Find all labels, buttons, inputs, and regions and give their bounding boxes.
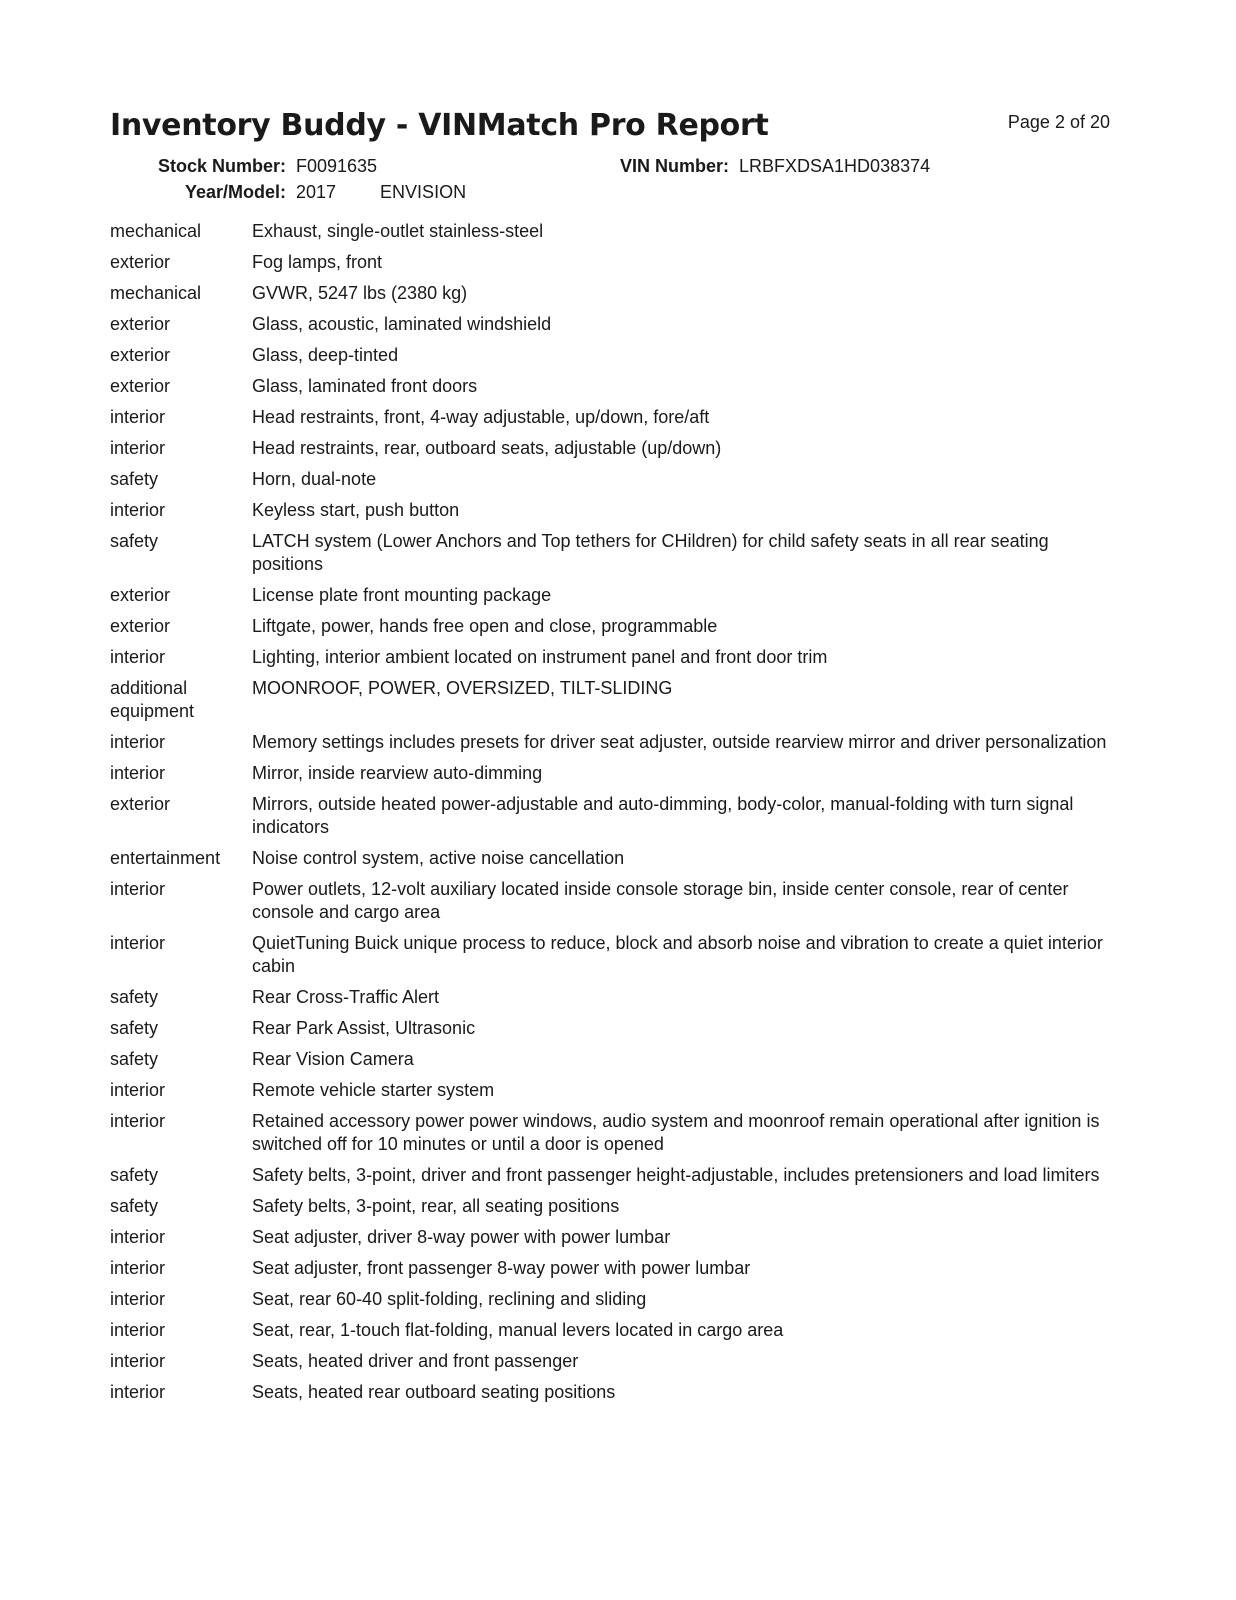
feature-description: Lighting, interior ambient located on instrument panel and front door trim xyxy=(252,647,828,667)
year-model-label: Year/Model: xyxy=(184,182,286,202)
feature-category: interior xyxy=(110,879,166,899)
feature-description: Seat adjuster, driver 8-way power with power lumbar xyxy=(252,1227,671,1247)
feature-description: Rear Cross-Traffic Alert xyxy=(252,987,440,1007)
feature-description: License plate front mounting package xyxy=(252,585,552,605)
feature-category: exterior xyxy=(110,252,171,272)
feature-row xyxy=(110,986,1110,1009)
feature-row xyxy=(110,847,1110,870)
feature-description: LATCH system (Lower Anchors and Top tethers for CHildren) for child safety seats in all rear seating positions xyxy=(252,531,1049,574)
feature-description: Liftgate, power, hands free open and close, programmable xyxy=(252,616,718,636)
feature-category: interior xyxy=(110,500,166,520)
feature-category: exterior xyxy=(110,345,171,365)
vin-number-label: VIN Number: xyxy=(620,156,730,176)
feature-description: Seats, heated driver and front passenger xyxy=(252,1351,579,1371)
feature-row xyxy=(110,731,1110,754)
feature-category: interior xyxy=(110,1080,166,1100)
feature-category: interior xyxy=(110,1289,166,1309)
model-value: ENVISION xyxy=(380,182,467,202)
feature-row xyxy=(110,406,1110,429)
feature-description: Head restraints, front, 4-way adjustable, up/down, fore/aft xyxy=(252,407,710,427)
feature-category: interior xyxy=(110,763,166,783)
feature-description: Keyless start, push button xyxy=(252,500,460,520)
feature-category: additional equipment xyxy=(110,678,195,721)
feature-category: exterior xyxy=(110,314,171,334)
feature-row xyxy=(110,1017,1110,1040)
feature-category: safety xyxy=(110,469,159,489)
feature-category: interior xyxy=(110,1351,166,1371)
feature-row xyxy=(110,1381,1110,1404)
feature-row xyxy=(110,878,1110,924)
feature-category: interior xyxy=(110,647,166,667)
feature-description: Horn, dual-note xyxy=(252,469,377,489)
feature-category: safety xyxy=(110,1196,159,1216)
feature-category: safety xyxy=(110,1049,159,1069)
stock-number-label: Stock Number: xyxy=(157,156,286,176)
feature-row xyxy=(110,584,1110,607)
feature-category: safety xyxy=(110,1018,159,1038)
feature-description: GVWR, 5247 lbs (2380 kg) xyxy=(252,283,468,303)
feature-row xyxy=(110,1257,1110,1280)
feature-row xyxy=(110,1079,1110,1102)
feature-row xyxy=(110,437,1110,460)
feature-row xyxy=(110,313,1110,336)
feature-row xyxy=(110,1350,1110,1373)
feature-row xyxy=(110,1110,1110,1156)
feature-description: Memory settings includes presets for driver seat adjuster, outside rearview mirror and driver personalization xyxy=(252,732,1107,752)
feature-row xyxy=(110,793,1110,839)
feature-row xyxy=(110,615,1110,638)
feature-description: Seat, rear, 1-touch flat-folding, manual levers located in cargo area xyxy=(252,1320,784,1340)
feature-category: interior xyxy=(110,1111,166,1131)
feature-description: Rear Park Assist, Ultrasonic xyxy=(252,1018,476,1038)
feature-row xyxy=(110,1319,1110,1342)
feature-category: exterior xyxy=(110,616,171,636)
feature-category: interior xyxy=(110,933,166,953)
feature-row xyxy=(110,1195,1110,1218)
feature-row xyxy=(110,499,1110,522)
feature-category: mechanical xyxy=(110,283,202,303)
feature-description: Power outlets, 12-volt auxiliary located inside console storage bin, inside center console, rear of center console and cargo area xyxy=(252,879,1069,922)
feature-description: Exhaust, single-outlet stainless-steel xyxy=(252,221,544,241)
feature-category: mechanical xyxy=(110,221,202,241)
feature-row xyxy=(110,282,1110,305)
feature-category: entertainment xyxy=(110,848,221,868)
feature-description: Glass, laminated front doors xyxy=(252,376,478,396)
feature-row xyxy=(110,1048,1110,1071)
year-model-field xyxy=(110,182,466,203)
feature-category: interior xyxy=(110,1258,166,1278)
feature-category: interior xyxy=(110,438,166,458)
feature-category: interior xyxy=(110,1382,166,1402)
feature-row xyxy=(110,1226,1110,1249)
feature-description: Mirror, inside rearview auto-dimming xyxy=(252,763,543,783)
feature-row xyxy=(110,530,1110,576)
feature-category: interior xyxy=(110,732,166,752)
feature-category: safety xyxy=(110,987,159,1007)
feature-row xyxy=(110,677,1110,723)
feature-description: Glass, acoustic, laminated windshield xyxy=(252,314,552,334)
feature-description: Mirrors, outside heated power-adjustable and auto-dimming, body-color, manual-folding with turn signal indicators xyxy=(252,794,1074,837)
feature-category: interior xyxy=(110,1320,166,1340)
feature-description: Rear Vision Camera xyxy=(252,1049,414,1069)
feature-list xyxy=(110,220,1110,1412)
feature-description: Safety belts, 3-point, driver and front passenger height-adjustable, includes pretensioners and load limiters xyxy=(252,1165,1100,1185)
page-number: Page 2 of 20 xyxy=(1007,112,1110,132)
feature-description: Glass, deep-tinted xyxy=(252,345,399,365)
feature-description: Seats, heated rear outboard seating positions xyxy=(252,1382,616,1402)
report-title: Inventory Buddy - VINMatch Pro Report xyxy=(110,108,769,143)
feature-row xyxy=(110,1288,1110,1311)
feature-row xyxy=(110,220,1110,243)
vin-number-field xyxy=(620,156,930,177)
feature-row xyxy=(110,646,1110,669)
feature-description: Noise control system, active noise cancellation xyxy=(252,848,625,868)
feature-row xyxy=(110,344,1110,367)
feature-category: interior xyxy=(110,407,166,427)
feature-row xyxy=(110,251,1110,274)
stock-number-field xyxy=(110,156,377,177)
vin-number-value: LRBFXDSA1HD038374 xyxy=(739,156,931,176)
feature-description: Retained accessory power power windows, audio system and moonroof remain operational after ignition is switched off for 10 minutes or until a door is opened xyxy=(252,1111,1100,1154)
feature-description: QuietTuning Buick unique process to reduce, block and absorb noise and vibration to create a quiet interior cabin xyxy=(252,933,1103,976)
feature-description: Safety belts, 3-point, rear, all seating positions xyxy=(252,1196,620,1216)
feature-category: safety xyxy=(110,1165,159,1185)
feature-description: MOONROOF, POWER, OVERSIZED, TILT-SLIDING xyxy=(252,678,673,698)
stock-number-value: F0091635 xyxy=(296,156,378,176)
feature-category: exterior xyxy=(110,376,171,396)
feature-row xyxy=(110,932,1110,978)
feature-row xyxy=(110,375,1110,398)
feature-category: exterior xyxy=(110,585,171,605)
feature-row xyxy=(110,468,1110,491)
feature-description: Fog lamps, front xyxy=(252,252,383,272)
feature-description: Seat adjuster, front passenger 8-way power with power lumbar xyxy=(252,1258,751,1278)
feature-description: Head restraints, rear, outboard seats, adjustable (up/down) xyxy=(252,438,722,458)
feature-description: Seat, rear 60-40 split-folding, reclining and sliding xyxy=(252,1289,647,1309)
feature-category: exterior xyxy=(110,794,171,814)
year-value: 2017 xyxy=(296,182,337,202)
feature-category: safety xyxy=(110,531,159,551)
feature-category: interior xyxy=(110,1227,166,1247)
feature-row xyxy=(110,762,1110,785)
feature-row xyxy=(110,1164,1110,1187)
feature-description: Remote vehicle starter system xyxy=(252,1080,495,1100)
